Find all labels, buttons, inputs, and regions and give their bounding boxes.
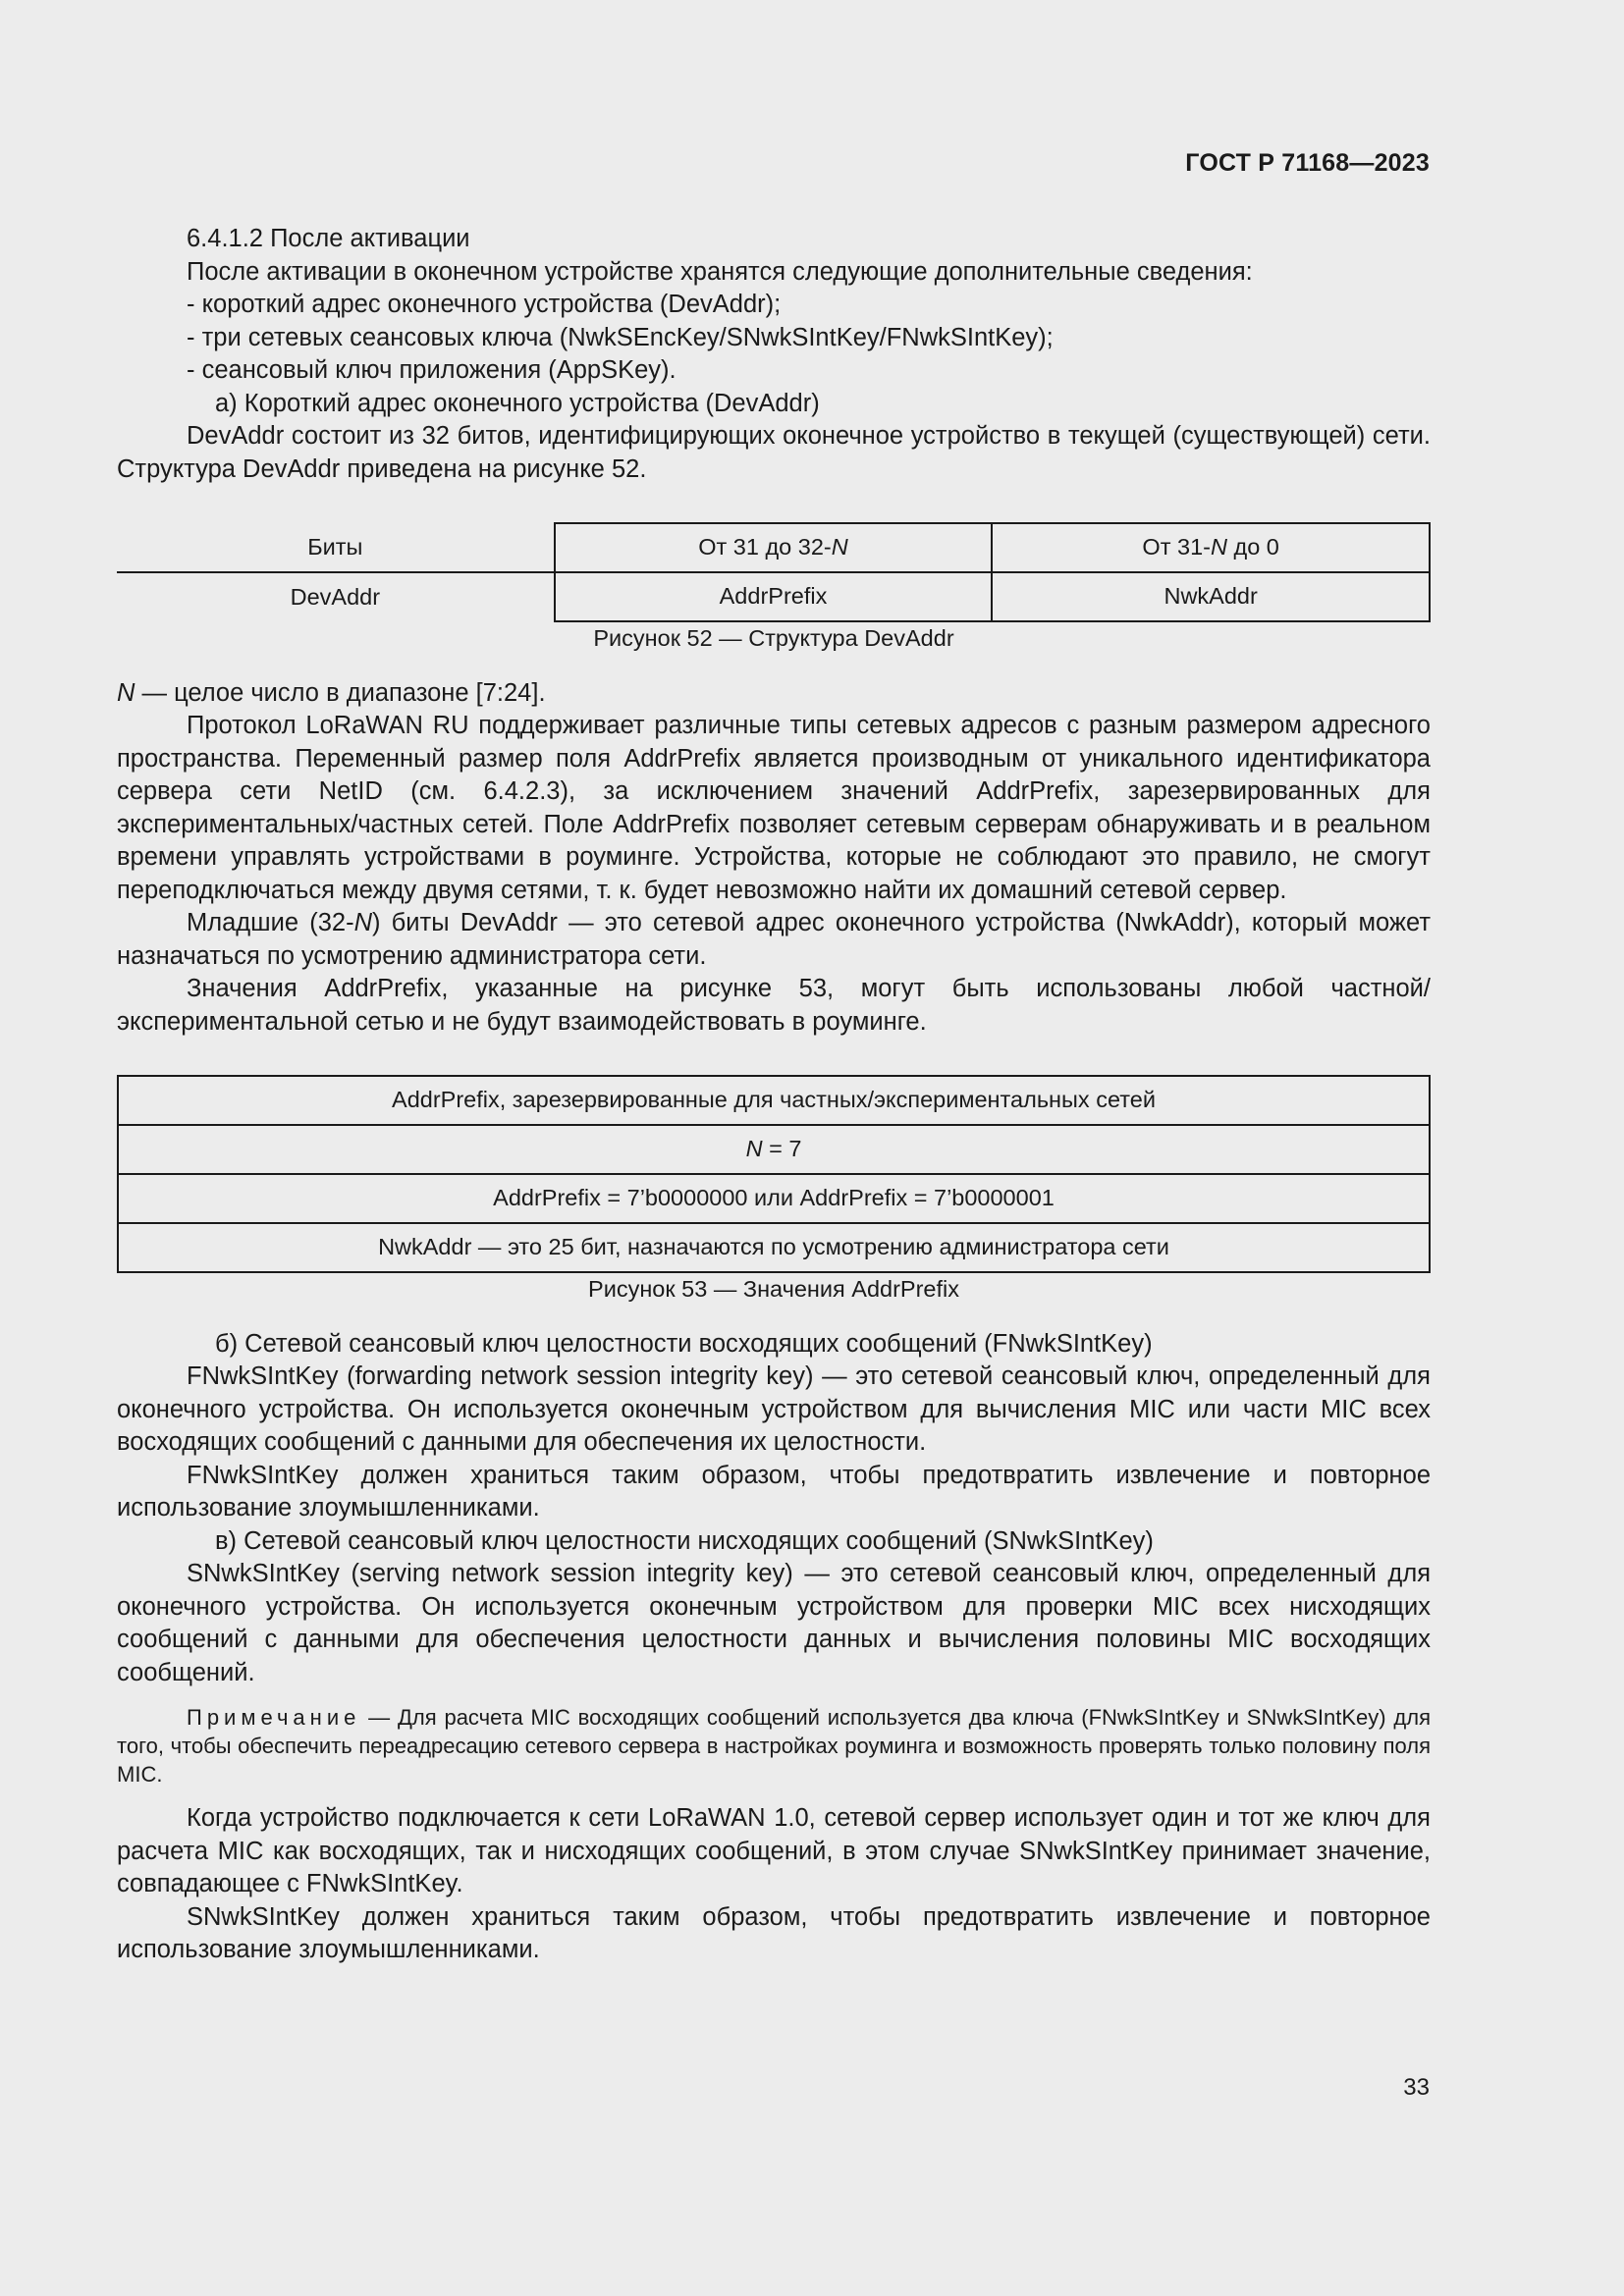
section-title: 6.4.1.2 После активации (187, 225, 470, 252)
paragraph-snwk-2: SNwkSIntKey должен храниться таким образом, чтобы предотвратить извлечение и повторное использование злоумышленниками. (117, 1902, 1431, 1963)
intro-paragraph: После активации в оконечном устройстве хранятся следующие дополнительные сведения: (187, 257, 1253, 286)
list-item: - короткий адрес оконечного устройства (DevAddr); (187, 291, 782, 318)
table-cell: N = 7 (118, 1125, 1430, 1174)
paragraph-low-bits: Младшие (32-N) биты DevAddr — это сетевой адрес оконечного устройства (NwkAddr), который может назначаться по усмотрению администратора сети. (117, 909, 1432, 970)
note-label: Примечание (187, 1705, 361, 1730)
paragraph-values: Значения AddrPrefix, указанные на рисунке 53, могут быть использованы любой частной/экспериментальной сетью и не будут взаимодействовать в роуминге. (117, 975, 1431, 1036)
table-cell: Биты (117, 523, 555, 572)
figure-52-caption: Рисунок 52 — Структура DevAddr (593, 625, 954, 651)
note-text: — Для расчета MIC восходящих сообщений используется два ключа (FNwkSIntKey и SNwkSIntKey) для того, чтобы обеспечить переадресацию сетевого сервера в настройках роуминга и возможность проверять только половину поля MIC. (117, 1705, 1431, 1787)
table-cell: NwkAddr — это 25 бит, назначаются по усмотрению администратора сети (118, 1223, 1430, 1272)
table-row (118, 1125, 1430, 1174)
table-cell: AddrPrefix (555, 572, 993, 621)
table-cell: DevAddr (290, 583, 381, 610)
subsection-b: б) Сетевой сеансовый ключ целостности восходящих сообщений (FNwkSIntKey) (215, 1329, 1153, 1358)
list-item: - три сетевых сеансовых ключа (NwkSEncKey/SNwkSIntKey/FNwkSIntKey); (187, 323, 1054, 351)
table-cell: AddrPrefix = 7’b0000000 или AddrPrefix = 7’b0000001 (118, 1174, 1430, 1223)
n-definition: N — целое число в диапазоне [7:24]. (117, 678, 546, 707)
document-header: ГОСТ Р 71168—2023 (1185, 149, 1430, 177)
table-header-row (117, 523, 1430, 572)
page-number: 33 (1403, 2074, 1430, 2101)
list-item: - сеансовый ключ приложения (AppSKey). (187, 356, 677, 384)
table-row (118, 1223, 1430, 1272)
table-row (117, 572, 1430, 621)
paragraph-snwk-1: SNwkSIntKey (serving network session integrity key) — это сетевой сеансовый ключ, определенный для оконечного устройства. Он используется оконечным устройством для проверки MIC всех нисходящих сообщений с данными для обеспечения целостности данных и вычисления половины MIC восходящих сообщений. (117, 1560, 1431, 1686)
paragraph-fnwk-1: FNwkSIntKey (forwarding network session integrity key) — это сетевой сеансовый ключ, определенный для оконечного устройства. Он используется оконечным устройством для вычисления MIC или части MIC всех восходящих сообщений с данными для обеспечения их целостности. (117, 1362, 1431, 1456)
table-cell: От 31-N до 0 (992, 523, 1430, 572)
paragraph-devaddr: DevAddr состоит из 32 битов, идентифицирующих оконечное устройство в текущей (существующей) сети. Структура DevAddr приведена на рисунке 52. (117, 422, 1431, 483)
paragraph-lorawan-10: Когда устройство подключается к сети LoRaWAN 1.0, сетевой сервер использует один и тот же ключ для расчета MIC как восходящих, так и нисходящих сообщений, в этом случае SNwkSIntKey принимает значение, совпадающее с FNwkSIntKey. (117, 1804, 1431, 1897)
subsection-a: а) Короткий адрес оконечного устройства (DevAddr) (215, 389, 820, 417)
figure-53-caption: Рисунок 53 — Значения AddrPrefix (588, 1276, 959, 1302)
table-row (118, 1174, 1430, 1223)
note (117, 1703, 1431, 1789)
paragraph-protocol: Протокол LoRaWAN RU поддерживает различные типы сетевых адресов с разным размером адресного пространства. Переменный размер поля AddrPrefix является производным от уникального идентификатора сервера сети NetID (см. 6.4.2.3), за исключением значений AddrPrefix, зарезервированных для экспериментальных/частных сетей. Поле AddrPrefix позволяет сетевым серверам обнаруживать и в реальном времени управлять устройствами в роуминге. Устройства, которые не соблюдают это правило, не смогут переподключаться между двумя сетями, т. к. будет невозможно найти их домашний сетевой сервер. (117, 712, 1431, 904)
paragraph-fnwk-2: FNwkSIntKey должен храниться таким образом, чтобы предотвратить извлечение и повторное использование злоумышленниками. (117, 1461, 1431, 1522)
subsection-v: в) Сетевой сеансовый ключ целостности нисходящих сообщений (SNwkSIntKey) (215, 1526, 1154, 1555)
table-row (118, 1076, 1430, 1125)
figure-52-table (117, 522, 1431, 622)
table-cell: NwkAddr (992, 572, 1430, 621)
page-content (117, 223, 1431, 1967)
figure-53-table (117, 1075, 1431, 1273)
table-cell: От 31 до 32-N (555, 523, 993, 572)
table-cell: AddrPrefix, зарезервированные для частных/экспериментальных сетей (118, 1076, 1430, 1125)
